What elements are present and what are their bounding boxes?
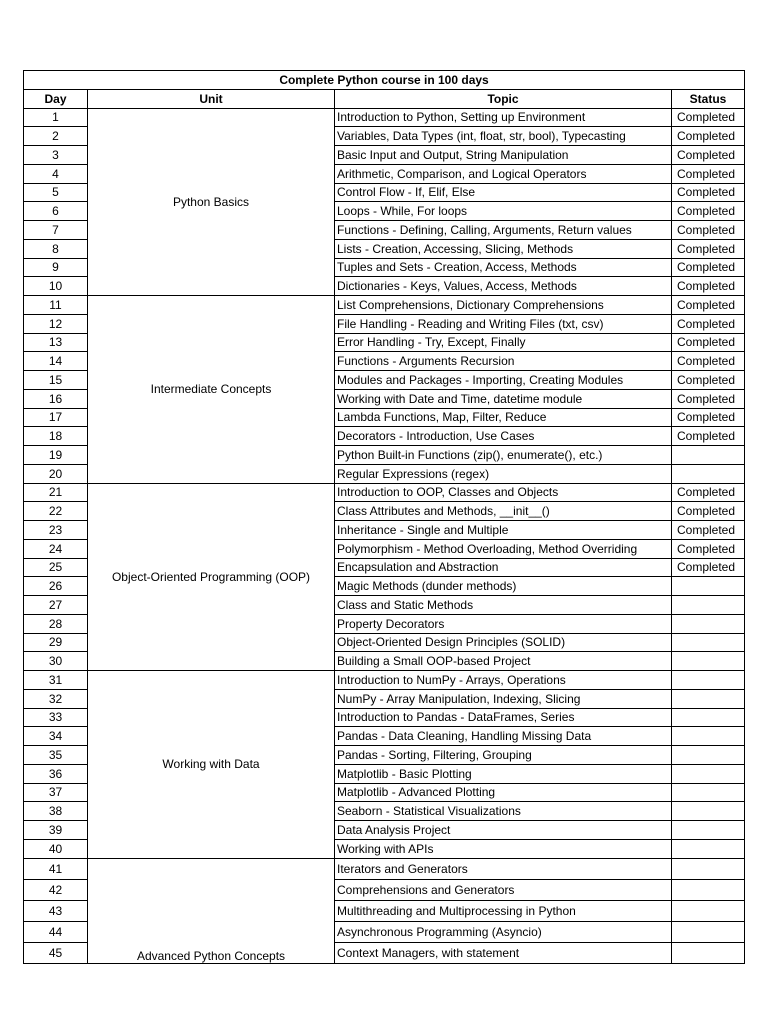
topic-cell: NumPy - Array Manipulation, Indexing, Slicing: [335, 689, 672, 708]
topic-cell: Error Handling - Try, Except, Finally: [335, 333, 672, 352]
status-cell: Completed: [672, 483, 745, 502]
status-cell: Completed: [672, 427, 745, 446]
day-cell: 32: [24, 689, 88, 708]
status-cell: [672, 858, 745, 879]
status-cell: Completed: [672, 521, 745, 540]
topic-cell: Encapsulation and Abstraction: [335, 558, 672, 577]
unit-cell: Intermediate Concepts: [88, 296, 335, 484]
day-cell: 9: [24, 258, 88, 277]
topic-cell: Modules and Packages - Importing, Creating Modules: [335, 371, 672, 390]
table-title: Complete Python course in 100 days: [24, 71, 745, 90]
header-day: Day: [24, 89, 88, 108]
topic-cell: Decorators - Introduction, Use Cases: [335, 427, 672, 446]
day-cell: 5: [24, 183, 88, 202]
topic-cell: Data Analysis Project: [335, 821, 672, 840]
unit-cell: Advanced Python Concepts: [88, 858, 335, 963]
topic-cell: Pandas - Data Cleaning, Handling Missing Data: [335, 727, 672, 746]
topic-cell: Dictionaries - Keys, Values, Access, Methods: [335, 277, 672, 296]
day-cell: 30: [24, 652, 88, 671]
topic-cell: Functions - Arguments Recursion: [335, 352, 672, 371]
course-table: [23, 70, 745, 964]
status-cell: Completed: [672, 202, 745, 221]
day-cell: 36: [24, 764, 88, 783]
status-cell: [672, 577, 745, 596]
status-cell: [672, 921, 745, 942]
day-cell: 40: [24, 839, 88, 858]
topic-cell: Introduction to Python, Setting up Environment: [335, 108, 672, 127]
unit-cell: Object-Oriented Programming (OOP): [88, 483, 335, 671]
day-cell: 10: [24, 277, 88, 296]
topic-cell: Regular Expressions (regex): [335, 464, 672, 483]
topic-cell: Property Decorators: [335, 614, 672, 633]
topic-cell: Magic Methods (dunder methods): [335, 577, 672, 596]
day-cell: 45: [24, 942, 88, 963]
day-cell: 22: [24, 502, 88, 521]
day-cell: 26: [24, 577, 88, 596]
day-cell: 24: [24, 539, 88, 558]
topic-cell: Lists - Creation, Accessing, Slicing, Methods: [335, 239, 672, 258]
header-status: Status: [672, 89, 745, 108]
day-cell: 29: [24, 633, 88, 652]
topic-cell: Multithreading and Multiprocessing in Python: [335, 900, 672, 921]
status-cell: [672, 802, 745, 821]
status-cell: Completed: [672, 296, 745, 315]
day-cell: 20: [24, 464, 88, 483]
status-cell: Completed: [672, 164, 745, 183]
day-cell: 4: [24, 164, 88, 183]
table-row: [24, 671, 745, 690]
status-cell: [672, 783, 745, 802]
status-cell: [672, 839, 745, 858]
topic-cell: Asynchronous Programming (Asyncio): [335, 921, 672, 942]
day-cell: 7: [24, 221, 88, 240]
status-cell: [672, 727, 745, 746]
day-cell: 13: [24, 333, 88, 352]
table-row: [24, 483, 745, 502]
status-cell: Completed: [672, 146, 745, 165]
topic-cell: Introduction to OOP, Classes and Objects: [335, 483, 672, 502]
day-cell: 44: [24, 921, 88, 942]
status-cell: [672, 464, 745, 483]
day-cell: 12: [24, 314, 88, 333]
day-cell: 18: [24, 427, 88, 446]
topic-cell: Building a Small OOP-based Project: [335, 652, 672, 671]
day-cell: 15: [24, 371, 88, 390]
header-row: [24, 89, 745, 108]
status-cell: Completed: [672, 371, 745, 390]
status-cell: Completed: [672, 408, 745, 427]
day-cell: 23: [24, 521, 88, 540]
status-cell: [672, 708, 745, 727]
status-cell: [672, 900, 745, 921]
status-cell: Completed: [672, 539, 745, 558]
topic-cell: Working with Date and Time, datetime module: [335, 389, 672, 408]
day-cell: 8: [24, 239, 88, 258]
unit-cell: Python Basics: [88, 108, 335, 296]
status-cell: [672, 596, 745, 615]
topic-cell: Loops - While, For loops: [335, 202, 672, 221]
topic-cell: Basic Input and Output, String Manipulation: [335, 146, 672, 165]
table-row: [24, 296, 745, 315]
status-cell: [672, 671, 745, 690]
status-cell: [672, 446, 745, 465]
topic-cell: Functions - Defining, Calling, Arguments, Return values: [335, 221, 672, 240]
day-cell: 37: [24, 783, 88, 802]
topic-cell: Lambda Functions, Map, Filter, Reduce: [335, 408, 672, 427]
topic-cell: Working with APIs: [335, 839, 672, 858]
course-table-body: [24, 71, 745, 964]
unit-cell: Working with Data: [88, 671, 335, 859]
status-cell: [672, 633, 745, 652]
day-cell: 27: [24, 596, 88, 615]
status-cell: Completed: [672, 333, 745, 352]
topic-cell: Seaborn - Statistical Visualizations: [335, 802, 672, 821]
day-cell: 14: [24, 352, 88, 371]
topic-cell: Context Managers, with statement: [335, 942, 672, 963]
topic-cell: Variables, Data Types (int, float, str, bool), Typecasting: [335, 127, 672, 146]
day-cell: 43: [24, 900, 88, 921]
day-cell: 2: [24, 127, 88, 146]
day-cell: 33: [24, 708, 88, 727]
day-cell: 6: [24, 202, 88, 221]
day-cell: 35: [24, 746, 88, 765]
topic-cell: Iterators and Generators: [335, 858, 672, 879]
topic-cell: Polymorphism - Method Overloading, Method Overriding: [335, 539, 672, 558]
topic-cell: Python Built-in Functions (zip(), enumerate(), etc.): [335, 446, 672, 465]
header-unit: Unit: [88, 89, 335, 108]
day-cell: 17: [24, 408, 88, 427]
topic-cell: Control Flow - If, Elif, Else: [335, 183, 672, 202]
topic-cell: Arithmetic, Comparison, and Logical Operators: [335, 164, 672, 183]
topic-cell: Comprehensions and Generators: [335, 879, 672, 900]
status-cell: [672, 652, 745, 671]
topic-cell: File Handling - Reading and Writing Files (txt, csv): [335, 314, 672, 333]
status-cell: [672, 689, 745, 708]
topic-cell: Tuples and Sets - Creation, Access, Methods: [335, 258, 672, 277]
status-cell: [672, 614, 745, 633]
table-row: [24, 858, 745, 879]
topic-cell: Matplotlib - Advanced Plotting: [335, 783, 672, 802]
status-cell: Completed: [672, 183, 745, 202]
topic-cell: Introduction to NumPy - Arrays, Operations: [335, 671, 672, 690]
day-cell: 19: [24, 446, 88, 465]
topic-cell: Matplotlib - Basic Plotting: [335, 764, 672, 783]
topic-cell: Class Attributes and Methods, __init__(): [335, 502, 672, 521]
day-cell: 16: [24, 389, 88, 408]
status-cell: Completed: [672, 314, 745, 333]
status-cell: Completed: [672, 277, 745, 296]
status-cell: [672, 821, 745, 840]
status-cell: [672, 764, 745, 783]
day-cell: 25: [24, 558, 88, 577]
topic-cell: Pandas - Sorting, Filtering, Grouping: [335, 746, 672, 765]
day-cell: 21: [24, 483, 88, 502]
status-cell: Completed: [672, 352, 745, 371]
status-cell: [672, 942, 745, 963]
status-cell: Completed: [672, 258, 745, 277]
day-cell: 42: [24, 879, 88, 900]
topic-cell: List Comprehensions, Dictionary Comprehensions: [335, 296, 672, 315]
status-cell: Completed: [672, 108, 745, 127]
topic-cell: Inheritance - Single and Multiple: [335, 521, 672, 540]
status-cell: [672, 879, 745, 900]
day-cell: 31: [24, 671, 88, 690]
status-cell: Completed: [672, 221, 745, 240]
day-cell: 28: [24, 614, 88, 633]
status-cell: Completed: [672, 389, 745, 408]
topic-cell: Introduction to Pandas - DataFrames, Series: [335, 708, 672, 727]
day-cell: 3: [24, 146, 88, 165]
day-cell: 1: [24, 108, 88, 127]
status-cell: Completed: [672, 558, 745, 577]
day-cell: 38: [24, 802, 88, 821]
status-cell: Completed: [672, 239, 745, 258]
status-cell: [672, 746, 745, 765]
topic-cell: Object-Oriented Design Principles (SOLID): [335, 633, 672, 652]
day-cell: 39: [24, 821, 88, 840]
title-row: [24, 71, 745, 90]
day-cell: 41: [24, 858, 88, 879]
table-row: [24, 108, 745, 127]
status-cell: Completed: [672, 502, 745, 521]
header-topic: Topic: [335, 89, 672, 108]
day-cell: 34: [24, 727, 88, 746]
status-cell: Completed: [672, 127, 745, 146]
topic-cell: Class and Static Methods: [335, 596, 672, 615]
day-cell: 11: [24, 296, 88, 315]
